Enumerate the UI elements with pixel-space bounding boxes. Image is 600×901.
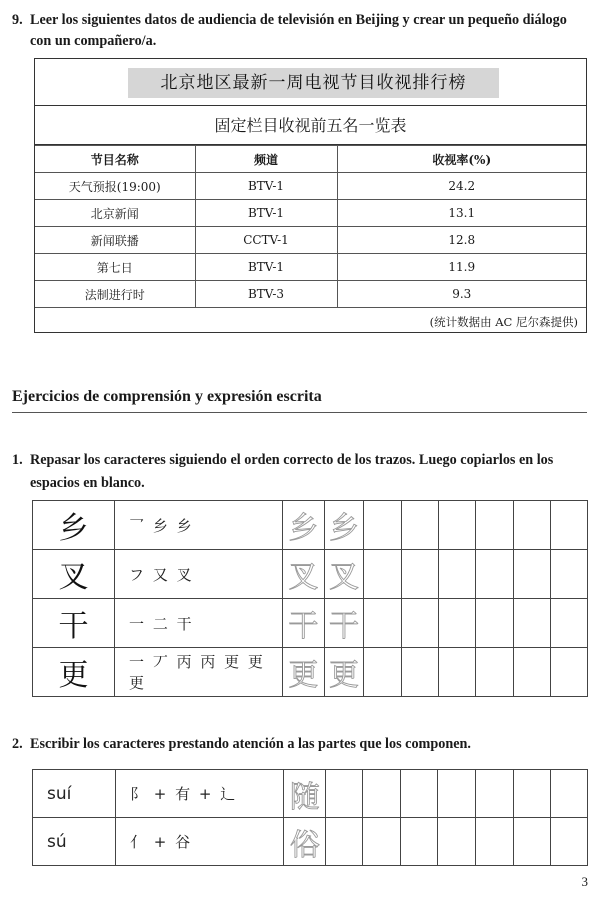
trace-character: 叉 <box>282 550 324 599</box>
practice-row <box>33 550 588 599</box>
ratings-table <box>35 145 586 308</box>
character-components: 阝 + 有 + 辶 <box>115 770 283 818</box>
blank-box[interactable] <box>401 599 438 648</box>
practice-row <box>33 648 588 697</box>
blank-box[interactable] <box>513 599 550 648</box>
tv-ratings-box <box>34 58 587 333</box>
blank-box[interactable] <box>551 550 588 599</box>
exercise-1-number: 1. <box>12 452 23 468</box>
blank-box[interactable] <box>326 770 363 818</box>
practice-row <box>33 818 588 866</box>
exercise-1 <box>12 449 590 495</box>
component-practice-grid <box>32 769 588 866</box>
blank-box[interactable] <box>513 501 550 550</box>
stroke-practice-grid <box>32 500 588 697</box>
exercise-1-instructions: Repasar los caracteres siguiendo el orden correcto de los trazos. Luego copiarlos en los espacios en blanco. <box>30 452 554 491</box>
blank-box[interactable] <box>513 770 551 818</box>
practice-row <box>33 770 588 818</box>
blank-box[interactable] <box>475 770 513 818</box>
blank-box[interactable] <box>438 599 475 648</box>
exercise-2 <box>12 736 471 753</box>
table-row <box>35 227 586 254</box>
channel: BTV-1 <box>195 200 337 227</box>
model-character: 乡 <box>33 501 115 550</box>
table-row <box>35 173 586 200</box>
table-header-row <box>35 146 586 173</box>
program-name: 法制进行时 <box>35 281 195 308</box>
model-character: 更 <box>33 648 115 697</box>
rating: 24.2 <box>337 173 586 200</box>
ratings-banner-title: 北京地区最新一周电视节目收视排行榜 <box>128 68 499 98</box>
blank-box[interactable] <box>551 648 588 697</box>
blank-box[interactable] <box>476 501 513 550</box>
blank-box[interactable] <box>363 818 401 866</box>
blank-box[interactable] <box>400 818 438 866</box>
trace-character: 更 <box>282 648 324 697</box>
blank-box[interactable] <box>438 770 476 818</box>
ratings-subtitle: 固定栏目收视前五名一览表 <box>35 106 586 145</box>
pinyin: suí <box>33 770 116 818</box>
column-header-rating: 收视率(%) <box>337 146 586 173</box>
blank-box[interactable] <box>476 648 513 697</box>
blank-box[interactable] <box>513 818 551 866</box>
blank-box[interactable] <box>401 550 438 599</box>
practice-row <box>33 501 588 550</box>
exercise-9-instructions: Leer los siguientes datos de audiencia de televisión en Beijing y crear un pequeño diálogo con un compañero/a. <box>30 12 567 49</box>
blank-box[interactable] <box>400 770 438 818</box>
trace-character: 乡 <box>282 501 324 550</box>
blank-box[interactable] <box>401 648 438 697</box>
trace-character: 干 <box>324 599 363 648</box>
blank-box[interactable] <box>551 770 588 818</box>
blank-box[interactable] <box>551 818 588 866</box>
exercise-2-instructions: Escribir los caracteres prestando atención a las partes que los componen. <box>30 736 471 752</box>
channel: CCTV-1 <box>195 227 337 254</box>
program-name: 第七日 <box>35 254 195 281</box>
practice-row <box>33 599 588 648</box>
section-divider <box>12 412 587 413</box>
stroke-order: フ 又 叉 <box>115 550 283 599</box>
blank-box[interactable] <box>476 550 513 599</box>
blank-box[interactable] <box>364 501 401 550</box>
program-name: 北京新闻 <box>35 200 195 227</box>
blank-box[interactable] <box>438 818 476 866</box>
blank-box[interactable] <box>475 818 513 866</box>
stroke-order: 一 二 干 <box>115 599 283 648</box>
trace-character: 干 <box>282 599 324 648</box>
blank-box[interactable] <box>364 550 401 599</box>
table-row <box>35 254 586 281</box>
exercise-9 <box>12 10 590 52</box>
channel: BTV-1 <box>195 254 337 281</box>
model-character: 干 <box>33 599 115 648</box>
data-source-note: (统计数据由 AC 尼尔森提供) <box>429 315 578 329</box>
blank-box[interactable] <box>476 599 513 648</box>
trace-character: 俗 <box>284 818 326 866</box>
blank-box[interactable] <box>363 770 401 818</box>
rating: 13.1 <box>337 200 586 227</box>
page-number: 3 <box>581 874 588 889</box>
column-header-channel: 频道 <box>195 146 337 173</box>
blank-box[interactable] <box>364 599 401 648</box>
rating: 11.9 <box>337 254 586 281</box>
exercise-9-number: 9. <box>12 12 23 28</box>
pinyin: sú <box>33 818 116 866</box>
blank-box[interactable] <box>438 648 475 697</box>
rating: 12.8 <box>337 227 586 254</box>
blank-box[interactable] <box>364 648 401 697</box>
section-title: Ejercicios de comprensión y expresión escrita <box>12 388 322 405</box>
trace-character: 叉 <box>324 550 363 599</box>
stroke-order: 乛 乡 乡 <box>115 501 283 550</box>
character-components: 亻 + 谷 <box>115 818 283 866</box>
table-row <box>35 200 586 227</box>
rating: 9.3 <box>337 281 586 308</box>
model-character: 叉 <box>33 550 115 599</box>
blank-box[interactable] <box>438 501 475 550</box>
trace-character: 随 <box>284 770 326 818</box>
program-name: 新闻联播 <box>35 227 195 254</box>
blank-box[interactable] <box>513 648 550 697</box>
banner-row <box>35 59 586 106</box>
channel: BTV-3 <box>195 281 337 308</box>
exercise-2-number: 2. <box>12 736 23 752</box>
program-name: 天气预报(19:00) <box>35 173 195 200</box>
column-header-program: 节目名称 <box>35 146 195 173</box>
trace-character: 更 <box>324 648 363 697</box>
trace-character: 乡 <box>324 501 363 550</box>
blank-box[interactable] <box>401 501 438 550</box>
blank-box[interactable] <box>551 501 588 550</box>
blank-box[interactable] <box>513 550 550 599</box>
channel: BTV-1 <box>195 173 337 200</box>
stroke-order: 一 丆 丙 丙 更 更 更 <box>115 648 283 697</box>
blank-box[interactable] <box>438 550 475 599</box>
blank-box[interactable] <box>551 599 588 648</box>
table-row <box>35 281 586 308</box>
blank-box[interactable] <box>326 818 363 866</box>
